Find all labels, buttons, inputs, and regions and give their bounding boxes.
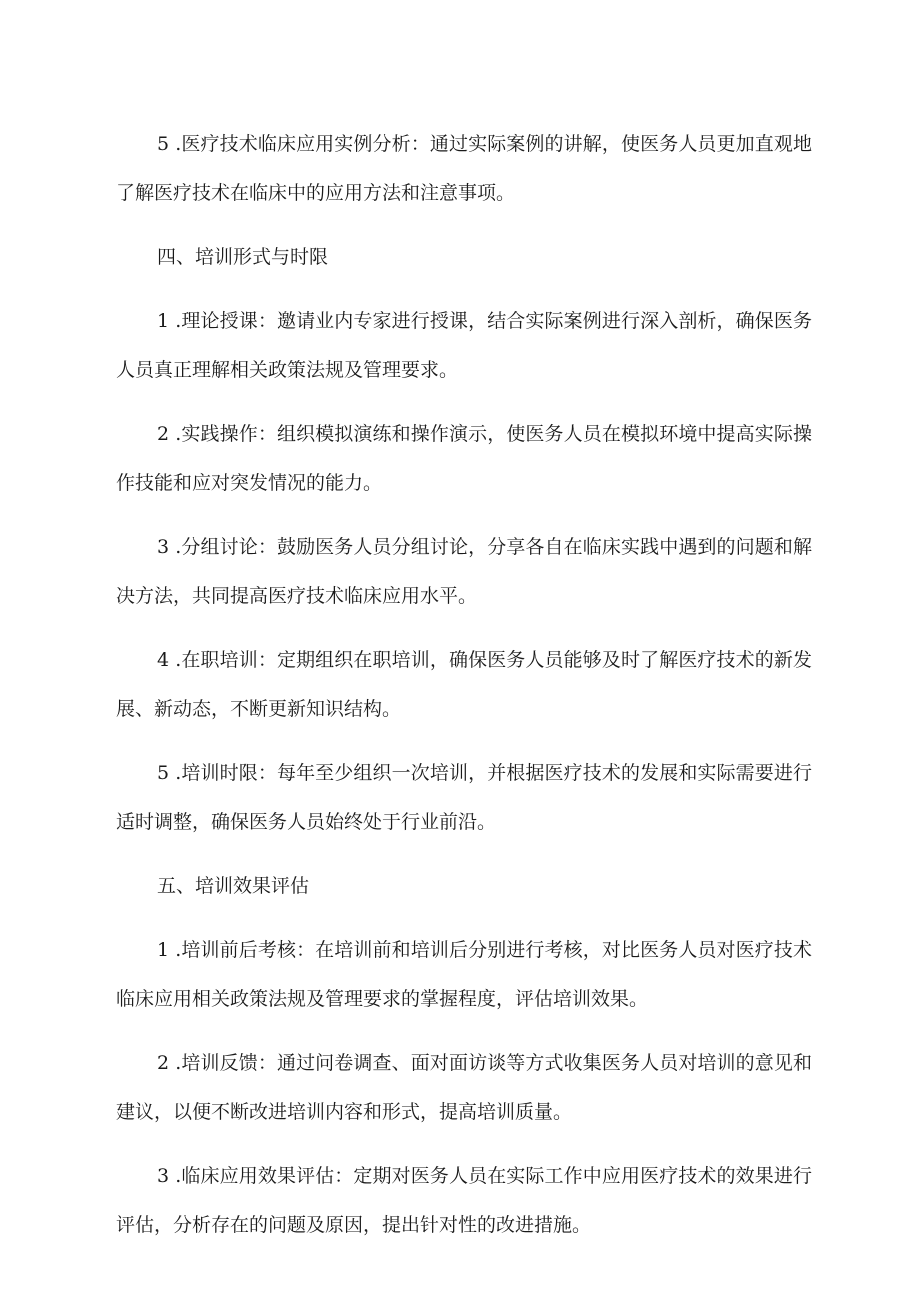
- section-heading-training-evaluation: 五、培训效果评估: [157, 875, 310, 897]
- paragraph-item-1-assessment: 1 .培训前后考核：在培训前和培训后分别进行考核，对比医务人员对医疗技术临床应用相关政策法规及管理要求的掌握程度，评估培训效果。: [116, 939, 812, 1010]
- paragraph-item-5-case-analysis: 5 .医疗技术临床应用实例分析：通过实际案例的讲解，使医务人员更加直观地了解医疗技术在临床中的应用方法和注意事项。: [116, 133, 812, 204]
- paragraph-item-2-practice: 2 .实践操作：组织模拟演练和操作演示，使医务人员在模拟环境中提高实际操作技能和应对突发情况的能力。: [116, 423, 812, 494]
- paragraph-item-3-group-discussion: 3 .分组讨论：鼓励医务人员分组讨论，分享各自在临床实践中遇到的问题和解决方法，共同提高医疗技术临床应用水平。: [116, 536, 812, 607]
- paragraph-item-3-clinical-evaluation: 3 .临床应用效果评估：定期对医务人员在实际工作中应用医疗技术的效果进行评估，分析存在的问题及原因，提出针对性的改进措施。: [116, 1165, 812, 1236]
- section-heading-training-format: 四、培训形式与时限: [157, 246, 329, 268]
- paragraph-item-2-feedback: 2 .培训反馈：通过问卷调查、面对面访谈等方式收集医务人员对培训的意见和建议，以便不断改进培训内容和形式，提高培训质量。: [116, 1052, 812, 1123]
- document-body: [116, 120, 812, 1265]
- paragraph-item-5-time-limit: 5 .培训时限：每年至少组织一次培训，并根据医疗技术的发展和实际需要进行适时调整，确保医务人员始终处于行业前沿。: [116, 762, 812, 833]
- paragraph-item-4-on-job-training: 4 .在职培训：定期组织在职培训，确保医务人员能够及时了解医疗技术的新发展、新动态，不断更新知识结构。: [116, 649, 812, 720]
- paragraph-item-1-lectures: 1 .理论授课：邀请业内专家进行授课，结合实际案例进行深入剖析，确保医务人员真正理解相关政策法规及管理要求。: [116, 310, 812, 381]
